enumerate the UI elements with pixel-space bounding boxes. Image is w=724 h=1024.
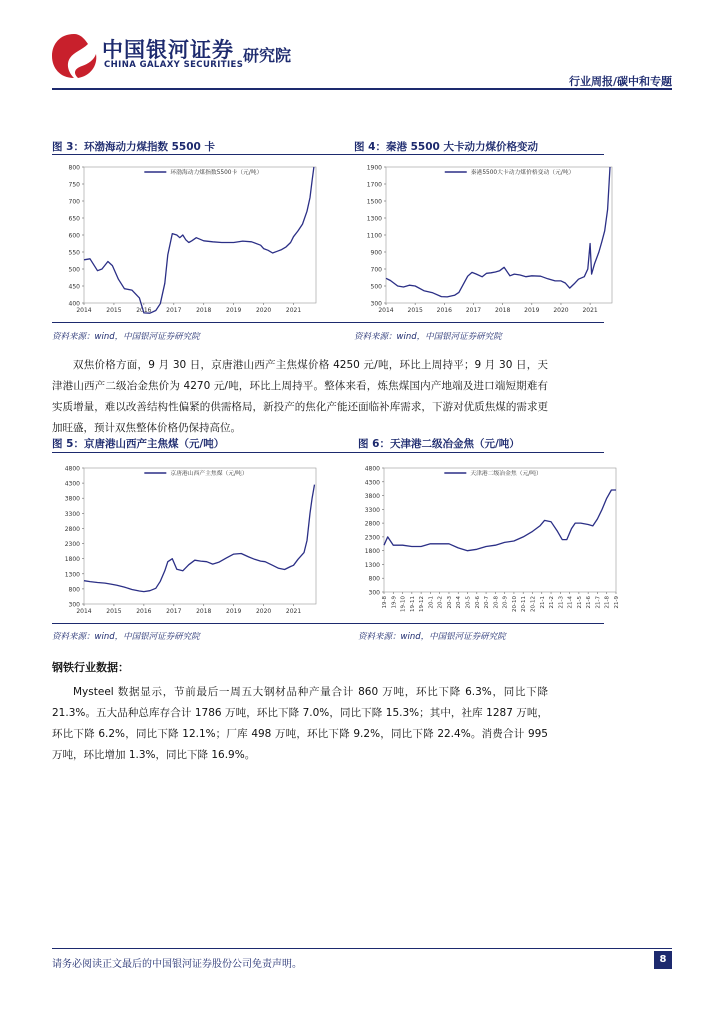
- plot-frame: [84, 468, 316, 604]
- y-tick-label: 1800: [64, 556, 80, 564]
- plot-frame: [386, 167, 612, 303]
- footer-disclaimer: 请务必阅读正文最后的中国银河证券股份公司免责声明。: [52, 959, 302, 970]
- y-tick-label: 2800: [364, 520, 380, 528]
- y-tick-label: 500: [68, 266, 80, 274]
- x-tick-label: 20-4: [456, 596, 463, 609]
- chart-fig4: [354, 157, 618, 317]
- legend-label: 秦港5500大卡动力煤价格变动（元/吨）: [470, 170, 575, 176]
- x-tick-label: 20-11: [521, 596, 528, 612]
- y-tick-label: 2300: [64, 541, 80, 549]
- x-tick-label: 2018: [196, 608, 212, 615]
- y-tick-label: 600: [68, 232, 80, 240]
- x-tick-label: 20-9: [502, 596, 509, 609]
- x-tick-label: 20-7: [484, 596, 491, 609]
- x-tick-label: 20-1: [428, 596, 435, 609]
- company-logo-mark: [48, 30, 100, 82]
- y-tick-label: 300: [68, 601, 80, 609]
- x-tick-label: 2019: [524, 307, 540, 314]
- x-tick-label: 2017: [465, 307, 482, 314]
- y-tick-label: 400: [68, 300, 80, 308]
- figure-bottom-rule: [52, 322, 604, 323]
- y-tick-label: 4800: [64, 465, 80, 473]
- x-tick-label: 2021: [582, 307, 598, 314]
- y-tick-label: 900: [370, 249, 382, 257]
- x-tick-label: 19-10: [400, 596, 407, 612]
- series-line: [84, 167, 314, 313]
- x-tick-label: 21-8: [604, 596, 611, 609]
- y-tick-label: 1100: [366, 232, 382, 240]
- x-tick-label: 2015: [407, 307, 423, 314]
- x-tick-label: 21-2: [549, 596, 556, 609]
- y-tick-label: 2800: [64, 525, 80, 533]
- y-tick-label: 650: [68, 215, 80, 223]
- x-tick-label: 19-11: [409, 596, 416, 612]
- logo-institute: 研究院: [243, 46, 292, 65]
- x-tick-label: 2020: [255, 307, 272, 314]
- legend-label: 京唐港山西产主焦煤（元/吨）: [170, 471, 248, 477]
- y-tick-label: 800: [368, 575, 380, 583]
- x-tick-label: 2017: [166, 307, 182, 314]
- coke-price-text: 双焦价格方面，9 月 30 日，京唐港山西产主焦煤价格 4250 元/吨，环比上周持平；9 月 30 日，天津港山西产二级冶金焦价为 4270 元/吨，环比上周持平。整体来看，炼焦煤国内产地端及进口端短期难有实质增量，难以改善结构性偏紧的供需格局，新投产的焦化产能还面临补库需求，下游对优质焦煤的需求更加旺盛，预计双焦整体价格仍保持高位。: [52, 359, 548, 434]
- figure-bottom-rule-2: [52, 623, 604, 624]
- figure-6-title: 图 6：天津港二级冶金焦（元/吨）: [358, 438, 520, 450]
- x-tick-label: 2015: [106, 307, 122, 314]
- x-tick-label: 2021: [285, 608, 302, 615]
- y-tick-label: 1700: [366, 181, 382, 189]
- x-tick-label: 2019: [226, 307, 242, 314]
- legend-label: 天津港二级冶金焦（元/吨）: [470, 471, 542, 477]
- x-tick-label: 21-7: [595, 596, 602, 609]
- x-tick-label: 20-2: [437, 596, 444, 609]
- y-tick-label: 450: [68, 283, 80, 291]
- x-tick-label: 19-12: [419, 596, 426, 612]
- x-tick-label: 21-4: [567, 596, 574, 609]
- x-tick-label: 19-9: [391, 596, 398, 609]
- figure-5-title: 图 5：京唐港山西产主焦煤（元/吨）: [52, 438, 225, 450]
- figure-5-source: 资料来源：wind，中国银河证券研究院: [52, 632, 200, 642]
- y-tick-label: 800: [68, 164, 80, 172]
- x-tick-label: 20-12: [530, 596, 537, 612]
- x-tick-label: 2016: [136, 307, 152, 314]
- steel-data-text: Mysteel 数据显示，节前最后一周五大钢材品种产量合计 860 万吨，环比下降 6.3%，同比下降 21.3%。五大品种总库存合计 1786 万吨，环比下降 7.0%，同比下降 15.3%；其中，社库 1287 万吨，环比下降 6.2%，同比下降 12.1%；厂库 498 万吨，环比下降 9.2%，同比下降 22.4%。消费合计 995 万吨，环比增加 1.3%，同比下降 16.9%。: [52, 686, 548, 761]
- chart-fig5: [52, 458, 322, 618]
- figure-3-title: 图 3：环渤海动力煤指数 5500 卡: [52, 141, 215, 153]
- x-tick-label: 2014: [76, 608, 92, 615]
- x-tick-label: 21-6: [586, 596, 593, 609]
- y-tick-label: 3300: [364, 506, 380, 514]
- y-tick-label: 700: [370, 266, 382, 274]
- steel-data-paragraph: [52, 682, 552, 766]
- x-tick-label: 2021: [285, 307, 302, 314]
- chart-fig3: [52, 157, 322, 317]
- y-tick-label: 500: [370, 283, 382, 291]
- x-tick-label: 20-5: [465, 596, 472, 609]
- figure-6-source: 资料来源：wind，中国银河证券研究院: [358, 632, 506, 642]
- y-tick-label: 550: [68, 249, 80, 257]
- x-tick-label: 2017: [166, 608, 182, 615]
- report-type: 行业周报/碳中和专题: [568, 75, 672, 88]
- x-tick-label: 21-5: [576, 596, 583, 609]
- x-tick-label: 20-10: [511, 596, 518, 612]
- y-tick-label: 700: [68, 198, 80, 206]
- x-tick-label: 2016: [136, 608, 152, 615]
- y-tick-label: 750: [68, 181, 80, 189]
- y-tick-label: 4800: [364, 465, 380, 473]
- figure-4-title: 图 4：秦港 5500 大卡动力煤价格变动: [354, 141, 538, 153]
- x-tick-label: 19-8: [382, 596, 388, 609]
- y-tick-label: 1300: [64, 571, 80, 579]
- x-tick-label: 21-1: [539, 596, 546, 609]
- y-tick-label: 4300: [64, 480, 80, 488]
- y-tick-label: 2300: [364, 534, 380, 542]
- header-rule: [52, 88, 672, 90]
- series-line: [384, 490, 616, 551]
- y-tick-label: 300: [368, 589, 380, 597]
- x-tick-label: 2014: [76, 307, 92, 314]
- figure-4-source: 资料来源：wind，中国银河证券研究院: [354, 332, 502, 342]
- y-tick-label: 1500: [366, 198, 382, 206]
- coke-price-paragraph: [52, 355, 552, 439]
- plot-frame: [384, 468, 616, 592]
- y-tick-label: 1800: [364, 548, 380, 556]
- x-tick-label: 2016: [436, 307, 452, 314]
- x-tick-label: 20-8: [493, 596, 500, 609]
- page-number: 8: [654, 951, 672, 969]
- y-tick-label: 1300: [364, 561, 380, 569]
- y-tick-label: 3800: [64, 495, 80, 503]
- x-tick-label: 20-3: [446, 596, 453, 609]
- footer-rule: [52, 948, 672, 949]
- y-tick-label: 3300: [64, 510, 80, 518]
- logo-chinese-name: 中国银河证券: [102, 38, 234, 62]
- y-tick-label: 1900: [366, 164, 382, 172]
- y-tick-label: 1300: [366, 215, 382, 223]
- x-tick-label: 2018: [196, 307, 212, 314]
- x-tick-label: 21-9: [614, 596, 620, 609]
- logo-english-name: CHINA GALAXY SECURITIES: [104, 60, 244, 70]
- x-tick-label: 20-6: [474, 596, 481, 609]
- x-tick-label: 2019: [226, 608, 242, 615]
- series-line: [386, 167, 610, 297]
- x-tick-label: 2020: [255, 608, 272, 615]
- x-tick-label: 21-3: [558, 596, 565, 609]
- series-line: [84, 485, 315, 592]
- legend-label: 环渤海动力煤指数5500卡（元/吨）: [170, 170, 263, 176]
- y-tick-label: 300: [370, 300, 382, 308]
- x-tick-label: 2018: [495, 307, 511, 314]
- chart-fig6: [352, 458, 622, 618]
- x-tick-label: 2020: [553, 307, 569, 314]
- x-tick-label: 2015: [106, 608, 122, 615]
- steel-section-heading: 钢铁行业数据：: [52, 661, 129, 674]
- figure-top-rule: [52, 154, 604, 155]
- y-tick-label: 4300: [364, 479, 380, 487]
- figure-top-rule-2: [52, 452, 604, 453]
- y-tick-label: 3800: [364, 493, 380, 501]
- y-tick-label: 800: [68, 586, 80, 594]
- plot-frame: [84, 167, 316, 303]
- x-tick-label: 2014: [378, 307, 394, 314]
- figure-3-source: 资料来源：wind，中国银河证券研究院: [52, 332, 200, 342]
